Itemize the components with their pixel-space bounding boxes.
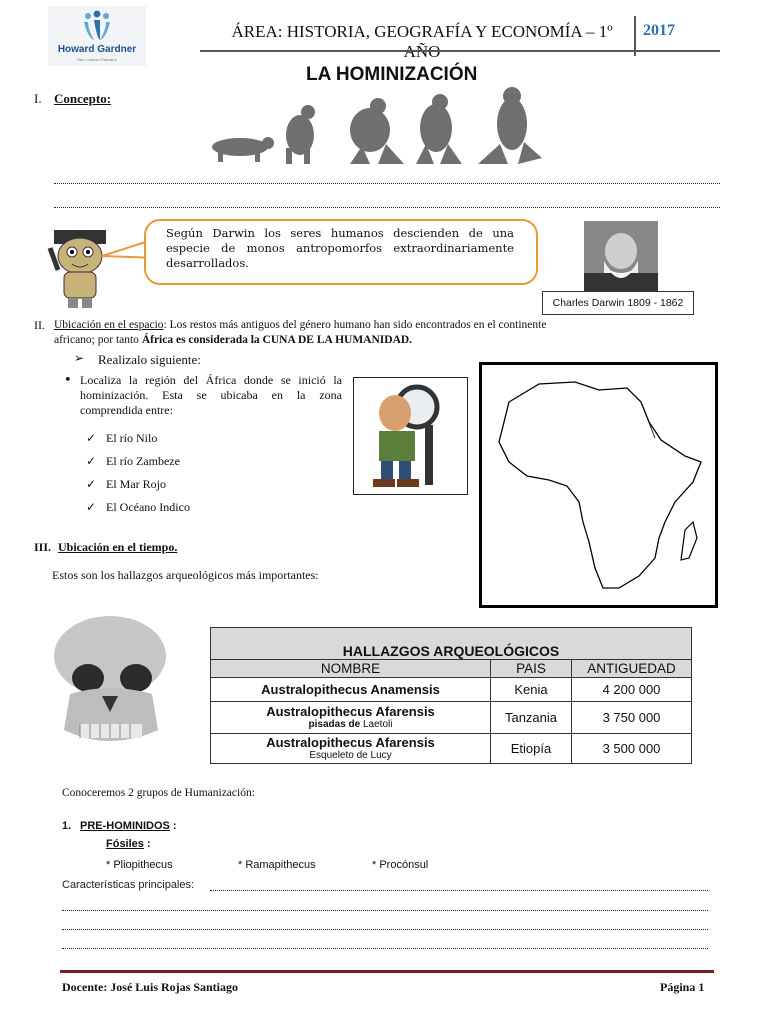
area-title: ÁREA: HISTORIA, GEOGRAFÍA Y ECONOMÍA – 1º	[231, 22, 613, 41]
finding-age: 3 750 000	[572, 702, 692, 734]
finding-country: Tanzania	[491, 702, 572, 734]
finding-country: Kenia	[491, 678, 572, 702]
fossil-item: * Procónsul	[372, 859, 429, 871]
bullet-dot-icon: •	[64, 373, 72, 388]
task-arrow-icon: ➢	[74, 351, 85, 365]
explorer-magnifier-image	[353, 377, 468, 495]
table-title: HALLAZGOS ARQUEOLÓGICOS	[211, 628, 692, 660]
check-item: ✓ El Océano Indico	[86, 500, 190, 514]
finding-note: pisadas de Laetoli	[308, 718, 393, 730]
task-label: Realizalo siguiente:	[98, 352, 201, 367]
section-3-intro: Estos son los hallazgos arqueológicos más importantes:	[52, 568, 319, 582]
answer-line-1[interactable]	[54, 183, 720, 184]
table-header-name: NOMBRE	[211, 660, 491, 678]
footer-page: Página 1	[660, 980, 705, 994]
answer-line-5[interactable]	[62, 929, 708, 930]
findings-table	[210, 627, 692, 764]
section-1-number: I.	[34, 91, 42, 106]
table-row	[211, 702, 692, 734]
groups-intro: Conoceremos 2 grupos de Humanización:	[62, 787, 255, 799]
check-list	[86, 431, 190, 523]
page-title: LA HOMINIZACIÓN	[306, 64, 478, 85]
group-1-title: PRE-HOMINIDOS	[80, 820, 170, 832]
section-3-title: Ubicación en el tiempo.	[58, 540, 178, 554]
finding-name: Australopithecus Afarensis	[266, 734, 435, 750]
finding-age: 3 500 000	[572, 734, 692, 764]
africa-map	[479, 362, 718, 608]
table-row	[211, 734, 692, 764]
darwin-quote: Según Darwin los seres humanos descienden de una especie de monos antropomorfos extraordinariamente desarrollados.	[166, 226, 514, 270]
task-bullet-text: Localiza la región del África donde se inició la hominización. Esta se ubicaba en la zona comprendida entre:	[80, 373, 342, 417]
table-header-age: ANTIGUEDAD	[572, 660, 692, 678]
characteristics-label: Características principales:	[62, 879, 195, 891]
check-item: ✓ El río Zambeze	[86, 454, 180, 468]
darwin-caption: Charles Darwin 1809 - 1862	[542, 291, 694, 315]
answer-line-4[interactable]	[62, 910, 708, 911]
finding-name: Australopithecus Afarensis	[266, 703, 435, 719]
logo-figures-icon	[48, 8, 146, 44]
group-1-heading: 1. PRE-HOMINIDOS :	[62, 820, 177, 832]
answer-line-6[interactable]	[62, 948, 708, 949]
school-logo	[48, 6, 146, 66]
check-icon: ✓	[86, 454, 97, 468]
fossils-label: Fósiles	[106, 838, 144, 850]
fossil-item: * Ramapithecus	[238, 859, 316, 871]
footer-teacher: Docente: José Luis Rojas Santiago	[62, 980, 238, 994]
finding-note: Esqueleto de Lucy	[309, 749, 392, 761]
section-2-text-b: África es considerada la CUNA DE LA HUMANIDAD.	[141, 334, 413, 346]
logo-text: Howard Gardner	[57, 44, 137, 55]
hominid-skull-image	[40, 612, 182, 764]
section-1-title: Concepto:	[54, 91, 112, 106]
section-3-number: III.	[34, 540, 52, 554]
header-rule	[200, 50, 720, 52]
check-item: ✓ El Mar Rojo	[86, 477, 166, 491]
table-row	[211, 678, 692, 702]
group-1-number: 1.	[62, 820, 72, 832]
darwin-portrait	[584, 221, 658, 291]
header-year: 2017	[643, 22, 675, 39]
answer-line-2[interactable]	[54, 207, 720, 208]
fossil-item: * Pliopithecus	[106, 859, 173, 871]
table-header-country: PAIS	[491, 660, 572, 678]
check-icon: ✓	[86, 477, 97, 491]
section-2-text-a: : Los restos más antiguos del género humano han sido encontrados en el continente africano; por tanto	[54, 319, 547, 346]
fossils-heading: Fósiles :	[106, 838, 151, 850]
check-icon: ✓	[86, 500, 97, 514]
check-item: ✓ El río Nilo	[86, 431, 158, 445]
logo-subtext: San Lorenzo Palmarín	[77, 57, 117, 62]
finding-age: 4 200 000	[572, 678, 692, 702]
section-2-text	[54, 318, 554, 348]
check-icon: ✓	[86, 431, 97, 445]
finding-name: Australopithecus Anamensis	[261, 682, 440, 697]
section-2-number: II.	[34, 318, 45, 332]
footer-rule	[60, 970, 714, 973]
answer-line-3[interactable]	[210, 890, 708, 891]
section-2-title: Ubicación en el espacio	[54, 319, 164, 331]
finding-country: Etiopía	[491, 734, 572, 764]
evolution-image	[200, 80, 558, 168]
